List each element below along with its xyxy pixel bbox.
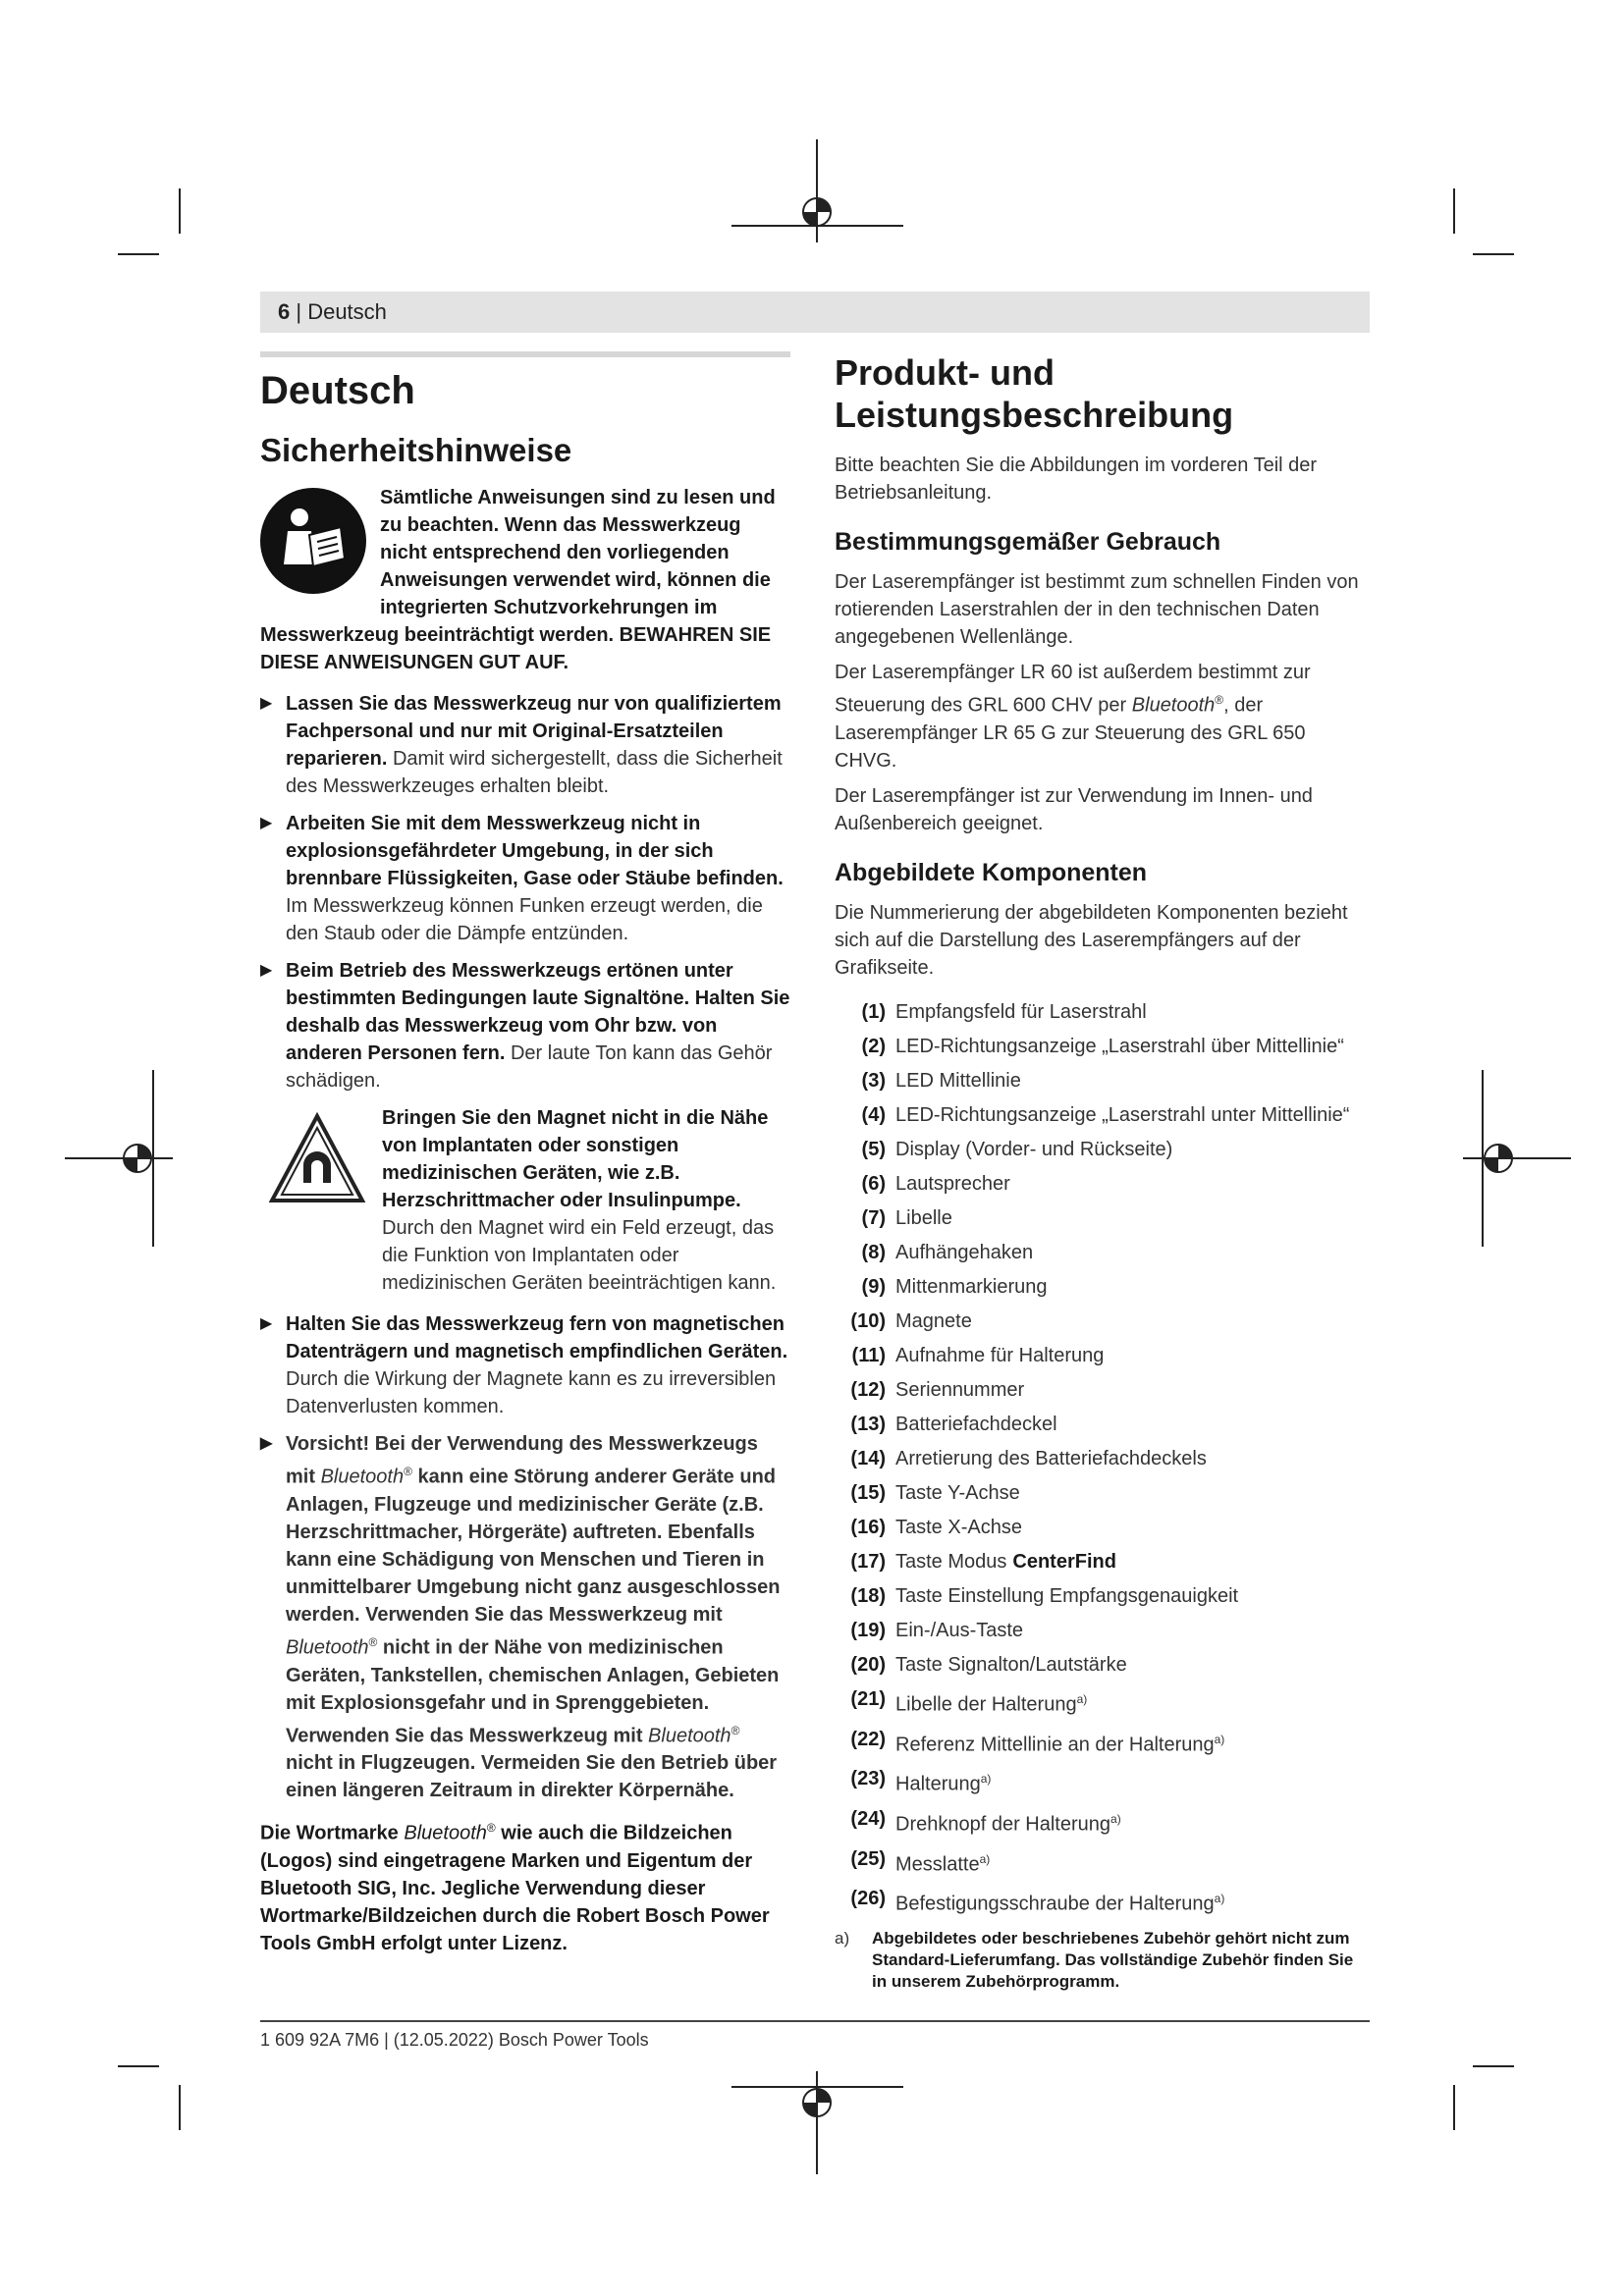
component-label-text: Taste Signalton/Lautstärke: [895, 1654, 1127, 1677]
component-item: [835, 1167, 1370, 1201]
bluetooth-word: Bluetooth: [286, 1636, 369, 1659]
crop-mark: [1453, 188, 1455, 234]
components-intro: Die Nummerierung der abgebildeten Komponenten bezieht sich auf die Darstellung des Laserempfängers auf der Grafikseite.: [835, 902, 1348, 980]
component-label-text: Messlatte: [895, 1853, 980, 1876]
component-label-text: Display (Vorder- und Rückseite): [895, 1139, 1173, 1161]
right-column: [835, 351, 1370, 1993]
trademark-note: [260, 1814, 790, 1957]
component-label: [895, 995, 1147, 1030]
component-label-text: LED-Richtungsanzeige „Laserstrahl über Mittellinie“: [895, 1036, 1344, 1058]
crop-mark: [118, 253, 159, 255]
component-number: (4): [861, 1104, 886, 1127]
component-label-text: Aufnahme für Halterung: [895, 1345, 1105, 1367]
component-number: (5): [861, 1139, 886, 1161]
component-number: (17): [850, 1551, 886, 1574]
page-header: [260, 292, 1370, 333]
components-list: [835, 995, 1370, 1922]
component-number: (26): [850, 1888, 886, 1910]
component-item: [835, 1648, 1370, 1682]
safety-bullet: [260, 690, 790, 800]
component-label: [895, 1648, 1127, 1682]
component-label-text: Halterung: [895, 1774, 981, 1795]
component-label: [895, 1030, 1344, 1064]
component-label-text: Taste X-Achse: [895, 1517, 1022, 1539]
components-heading: Abgebildete Komponenten: [835, 859, 1148, 887]
component-label: [895, 1842, 990, 1883]
component-label: [895, 1064, 1021, 1098]
component-item: [835, 1545, 1370, 1579]
magnet-bold-text: Bringen Sie den Magnet nicht in die Nähe von Implantaten oder sonstigen medizinischen Geräten, wie z.B. Herzschrittmacher oder Insulinpumpe.: [382, 1107, 769, 1212]
bullet-bold-text: nicht in Flugzeugen. Vermeiden Sie den Betrieb über einen längeren Zeitraum in direkter Körpernähe.: [286, 1752, 778, 1802]
component-footnote-ref: a): [1214, 1732, 1225, 1746]
component-label-text: Taste Einstellung Empfangsgenauigkeit: [895, 1585, 1239, 1608]
component-label: [895, 1167, 1010, 1201]
bullet-arrow-icon: ▶: [260, 815, 273, 832]
component-number: (25): [850, 1847, 886, 1870]
registered-mark: ®: [731, 1723, 740, 1737]
component-number: (3): [861, 1070, 886, 1093]
footer-rule: [260, 2020, 1370, 2022]
bullet-arrow-icon: ▶: [260, 1435, 273, 1453]
registration-mark-icon: [731, 139, 903, 242]
component-label-text: LED-Richtungsanzeige „Laserstrahl unter Mittellinie“: [895, 1104, 1350, 1127]
column-rule: [260, 351, 790, 357]
component-item: [835, 1064, 1370, 1098]
safety-bullet: [260, 957, 790, 1095]
bullet-bold-text: kann eine Störung anderer Geräte und Anlagen, Flugzeuge und medizinischer Geräte (z.B. Herzschrittmacher, Hörgeräte) auftreten. Ebenfalls kann eine Schädigung von Menschen und Tieren in unmittelbarer Umgebung nicht ganz ausgeschlossen werden. Verwenden Sie das Messwerkzeug mit: [286, 1466, 781, 1626]
safety-bullet: [260, 810, 790, 947]
bullet-bold-text: Vorsicht! Bei der Verwendung des Messwerkzeugs mit: [286, 1433, 758, 1488]
component-item: [835, 1270, 1370, 1305]
bluetooth-word: Bluetooth: [1131, 695, 1216, 718]
component-number: (23): [850, 1768, 886, 1790]
component-item: [835, 1030, 1370, 1064]
intended-use-text: , der Laserempfänger LR 65 G zur Steuerung des GRL 650 CHVG.: [835, 695, 1306, 773]
read-manual-icon: [260, 488, 366, 594]
component-label-text: Arretierung des Batteriefachdeckels: [895, 1448, 1207, 1470]
intended-use-text: Der Laserempfänger LR 60 ist außerdem bestimmt zur Steuerung des GRL 600 CHV per: [835, 662, 1311, 718]
component-number: (1): [861, 1001, 886, 1024]
intended-use-paragraph: Der Laserempfänger ist bestimmt zum schnellen Finden von rotierenden Laserstrahlen der in den technischen Daten angegebenen Wellenlänge.: [835, 571, 1359, 649]
bullet-arrow-icon: ▶: [260, 962, 273, 980]
bullet-bold-text: Arbeiten Sie mit dem Messwerkzeug nicht in explosionsgefährdeter Umgebung, in der sich brennbare Flüssigkeiten, Gase oder Stäube befinden.: [286, 813, 784, 890]
component-number: (20): [850, 1654, 886, 1677]
magnet-warning: [260, 1104, 790, 1305]
safety-intro-text: Sämtliche Anweisungen sind zu lesen und zu beachten. Wenn das Messwerkzeug nicht entsprechend den vorliegenden Anweisungen verwendet wird, können die integrierten Schutzvorkehrungen im Messwerkzeug beeinträchtigt werden. BEWAHREN SIE DIESE ANWEISUNGEN GUT AUF.: [260, 487, 776, 674]
component-number: (2): [861, 1036, 886, 1058]
component-item: [835, 1802, 1370, 1842]
component-item: [835, 1511, 1370, 1545]
safety-intro: [260, 484, 790, 684]
component-label: [895, 1762, 991, 1802]
component-number: (13): [850, 1414, 886, 1436]
bluetooth-word: Bluetooth: [320, 1466, 405, 1488]
component-item: [835, 1442, 1370, 1476]
trademark-text: wie auch die Bildzeichen (Logos) sind eingetragene Marken und Eigentum der Bluetooth SIG, Inc. Jegliche Verwendung dieser Wortmarke/Bildzeichen durch die Robert Bosch Power Tools GmbH erfolgt unter Lizenz.: [260, 1822, 770, 1954]
page-number: 6: [278, 299, 291, 324]
component-label-text: Mittenmarkierung: [895, 1276, 1048, 1299]
crop-mark: [1453, 2085, 1455, 2130]
component-item: [835, 1098, 1370, 1133]
intended-use-heading: Bestimmungsgemäßer Gebrauch: [835, 528, 1221, 557]
safety-heading: Sicherheitshinweise: [260, 432, 572, 468]
component-item: [835, 1579, 1370, 1614]
component-footnote-ref: a): [1076, 1692, 1088, 1707]
crop-mark: [179, 2085, 181, 2130]
crop-mark: [1473, 2065, 1514, 2067]
component-item: [835, 1614, 1370, 1648]
registered-mark: ®: [1215, 693, 1224, 708]
component-label-text: Aufhängehaken: [895, 1242, 1034, 1264]
bullet-bold-text: Lassen Sie das Messwerkzeug nur von qualifiziertem Fachpersonal und nur mit Original-Ersatzteilen reparieren.: [286, 693, 782, 771]
component-label-text: Seriennummer: [895, 1379, 1025, 1402]
component-item: [835, 1882, 1370, 1922]
crop-mark: [1473, 253, 1514, 255]
component-label: [895, 1270, 1048, 1305]
component-number: (10): [850, 1310, 886, 1333]
component-label: [895, 1133, 1172, 1167]
bullet-text: Damit wird sichergestellt, dass die Sicherheit des Messwerkzeuges erhalten bleibt.: [286, 748, 783, 798]
footnote: [835, 1928, 1370, 1993]
component-item: [835, 1842, 1370, 1883]
component-label: [895, 1305, 972, 1339]
component-number: (8): [861, 1242, 886, 1264]
component-number: (19): [850, 1620, 886, 1642]
component-label-text: Befestigungsschraube der Halterung: [895, 1893, 1215, 1915]
component-label: [895, 1614, 1023, 1648]
bullet-arrow-icon: ▶: [260, 695, 273, 713]
component-label-text: Lautsprecher: [895, 1173, 1010, 1196]
registration-mark-icon: [65, 1070, 173, 1247]
footnote-label: a): [835, 1928, 850, 1948]
component-label: [895, 1236, 1033, 1270]
footer-text: 1 609 92A 7M6 | (12.05.2022) Bosch Power Tools: [260, 2030, 649, 2050]
component-footnote-ref: a): [979, 1851, 991, 1866]
safety-bullet: [260, 1430, 790, 1804]
bullet-text: Der laute Ton kann das Gehör schädigen.: [286, 1042, 773, 1093]
component-item: [835, 1682, 1370, 1723]
left-column: [260, 351, 790, 1965]
bullet-bold-text: Halten Sie das Messwerkzeug fern von magnetischen Datenträgern und magnetisch empfindlichen Geräten.: [286, 1313, 788, 1363]
component-label-text: Taste Y-Achse: [895, 1482, 1020, 1505]
component-item: [835, 1408, 1370, 1442]
component-label: [895, 1373, 1024, 1408]
component-number: (12): [850, 1379, 886, 1402]
bullet-arrow-icon: ▶: [260, 1315, 273, 1333]
component-label: [895, 1579, 1238, 1614]
registered-mark: ®: [486, 1821, 496, 1836]
component-item: [835, 1762, 1370, 1802]
component-footnote-ref: a): [980, 1772, 992, 1787]
component-label-bold: CenterFind: [1012, 1551, 1116, 1574]
registered-mark: ®: [404, 1465, 412, 1479]
component-number: (7): [861, 1207, 886, 1230]
component-label: [895, 1511, 1022, 1545]
component-item: [835, 1373, 1370, 1408]
bluetooth-word: Bluetooth: [648, 1725, 731, 1747]
component-footnote-ref: a): [1110, 1812, 1121, 1826]
header-section: Deutsch: [307, 299, 387, 324]
component-label: [895, 1545, 1116, 1579]
component-label-text: Ein-/Aus-Taste: [895, 1620, 1024, 1642]
component-item: [835, 1339, 1370, 1373]
trademark-text: Die Wortmarke: [260, 1822, 399, 1844]
component-number: (24): [850, 1808, 886, 1830]
component-footnote-ref: a): [1214, 1892, 1225, 1906]
component-number: (21): [850, 1688, 886, 1711]
component-label: [895, 1802, 1121, 1842]
bullet-bold-text: nicht in der Nähe von medizinischen Geräten, Tankstellen, chemischen Anlagen, Gebieten mit Explosionsgefahr und in Sprenggebieten. Verwenden Sie das Messwerkzeug mit: [286, 1636, 780, 1747]
component-number: (6): [861, 1173, 886, 1196]
component-item: [835, 1723, 1370, 1763]
registration-mark-icon: [1463, 1070, 1571, 1247]
component-item: [835, 1236, 1370, 1270]
component-label-text: Taste Modus: [895, 1551, 1007, 1574]
component-label: [895, 1476, 1020, 1511]
component-label: [895, 1339, 1104, 1373]
registered-mark: ®: [368, 1634, 378, 1649]
bluetooth-word: Bluetooth: [404, 1822, 487, 1844]
component-number: (9): [861, 1276, 886, 1299]
bullet-bold-text: Beim Betrieb des Messwerkzeugs ertönen unter bestimmten Bedingungen laute Signaltöne. Halten Sie deshalb das Messwerkzeug vom Ohr bzw. von anderen Personen fern.: [286, 960, 790, 1065]
component-item: [835, 1201, 1370, 1236]
intended-use-paragraph: Der Laserempfänger ist zur Verwendung im Innen- und Außenbereich geeignet.: [835, 785, 1313, 835]
component-label-text: Referenz Mittellinie an der Halterung: [895, 1734, 1215, 1756]
component-item: [835, 1133, 1370, 1167]
component-number: (22): [850, 1728, 886, 1750]
component-label: [895, 1408, 1057, 1442]
component-number: (16): [850, 1517, 886, 1539]
component-label: [895, 1682, 1087, 1723]
crop-mark: [118, 2065, 159, 2067]
crop-mark: [179, 188, 181, 234]
component-label: [895, 1201, 952, 1236]
footnote-text: Abgebildetes oder beschriebenes Zubehör gehört nicht zum Standard-Lieferumfang. Das vollständige Zubehör finden Sie in unserem Zubehörprogramm.: [872, 1928, 1354, 1991]
component-number: (15): [850, 1482, 886, 1505]
magnet-warning-text: [382, 1104, 790, 1297]
component-label: [895, 1723, 1224, 1763]
component-item: [835, 1305, 1370, 1339]
component-number: (11): [851, 1345, 886, 1367]
component-label-text: Magnete: [895, 1310, 972, 1333]
component-label-text: Batteriefachdeckel: [895, 1414, 1057, 1436]
component-label-text: Libelle: [895, 1207, 952, 1230]
component-item: [835, 1476, 1370, 1511]
magnet-warning-icon: [268, 1110, 366, 1208]
safety-bullet: [260, 1310, 790, 1420]
component-label: [895, 1098, 1349, 1133]
component-number: (18): [850, 1585, 886, 1608]
header-text: 6 | Deutsch: [278, 299, 387, 324]
component-number: (14): [850, 1448, 886, 1470]
language-title: Deutsch: [260, 369, 415, 412]
product-intro: Bitte beachten Sie die Abbildungen im vorderen Teil der Betriebsanleitung.: [835, 454, 1318, 505]
component-label-text: Drehknopf der Halterung: [895, 1813, 1111, 1836]
component-label: [895, 1442, 1207, 1476]
registration-mark-icon: [731, 2071, 903, 2174]
component-label: [895, 1882, 1224, 1922]
bullet-text: Durch die Wirkung der Magnete kann es zu irreversiblen Datenverlusten kommen.: [286, 1368, 777, 1418]
intended-use-paragraph: [835, 659, 1370, 774]
component-item: [835, 995, 1370, 1030]
product-title: Produkt- und Leistungsbeschreibung: [835, 352, 1234, 436]
component-label-text: Libelle der Halterung: [895, 1693, 1077, 1716]
component-label-text: LED Mittellinie: [895, 1070, 1021, 1093]
bullet-text: Im Messwerkzeug können Funken erzeugt werden, die den Staub oder die Dämpfe entzünden.: [286, 895, 763, 945]
component-label-text: Empfangsfeld für Laserstrahl: [895, 1001, 1147, 1024]
magnet-text: Durch den Magnet wird ein Feld erzeugt, das die Funktion von Implantaten oder medizinischen Geräten beeinträchtigen kann.: [382, 1217, 777, 1295]
